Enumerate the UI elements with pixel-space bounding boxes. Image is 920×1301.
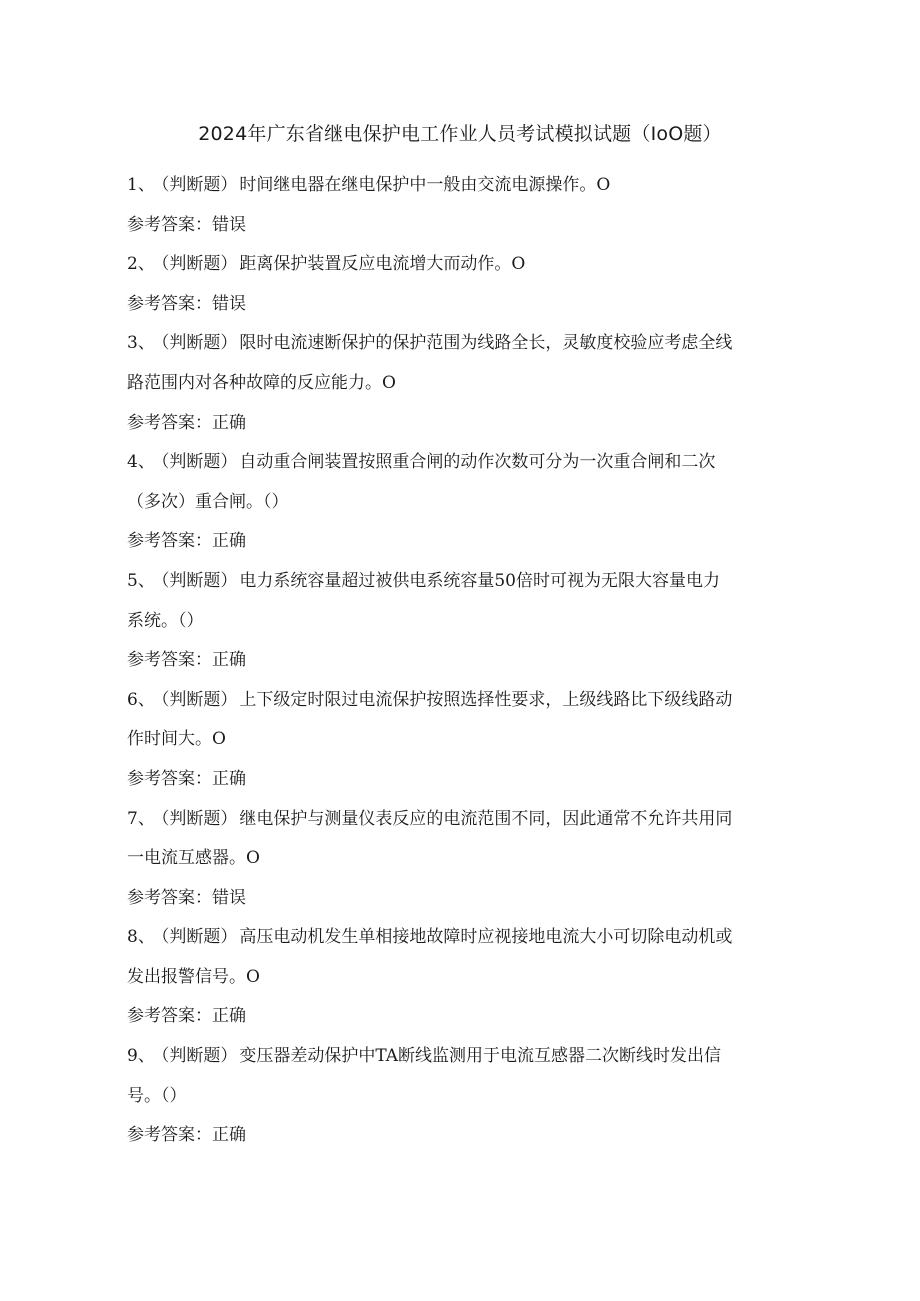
question-line	[127, 800, 792, 840]
question-text: 变压器差动保护中TA断线监测用于电流互感器二次断线时发出信	[239, 1046, 722, 1067]
question-text: 电力系统容量超过被供电系统容量50倍时可视为无限大容量电力	[239, 570, 720, 591]
answer-label: 参考答案：	[127, 1006, 212, 1027]
question-item	[127, 245, 792, 324]
question-continuation: 路范围内对各种故障的反应能力。O	[127, 372, 396, 393]
answer-label: 参考答案：	[127, 412, 212, 433]
answer-line	[127, 206, 792, 246]
question-continuation: 发出报警信号。O	[127, 966, 260, 987]
question-number: 9、	[127, 1046, 155, 1067]
answer-value: 正确	[212, 1006, 246, 1027]
question-continuation: 一电流互感器。O	[127, 848, 260, 869]
question-continuation: 号。（）	[127, 1085, 187, 1106]
answer-label: 参考答案：	[127, 1125, 212, 1146]
answer-label: 参考答案：	[127, 887, 212, 908]
question-item	[127, 800, 792, 919]
answer-label: 参考答案：	[127, 531, 212, 552]
answer-label: 参考答案：	[127, 768, 212, 789]
question-text: 继电保护与测量仪表反应的电流范围不同，因此通常不允许共用同	[239, 808, 733, 829]
question-number: 2、	[127, 254, 155, 275]
question-text: 时间继电器在继电保护中一般由交流电源操作。O	[239, 175, 611, 195]
answer-line	[127, 997, 792, 1037]
question-line	[127, 918, 792, 958]
question-type: （判断题）	[160, 254, 238, 275]
question-line	[127, 245, 792, 285]
question-type: （判断题）	[160, 570, 238, 591]
answer-label: 参考答案：	[127, 293, 212, 314]
question-line	[127, 562, 792, 602]
question-type: （判断题）	[160, 689, 238, 710]
answer-value: 正确	[212, 412, 246, 433]
question-number: 7、	[127, 808, 155, 829]
question-continuation: （多次）重合闸。（）	[127, 491, 289, 512]
question-item	[127, 166, 792, 245]
question-line	[127, 324, 792, 364]
question-type: （判断题）	[160, 1046, 238, 1067]
answer-line	[127, 879, 792, 919]
question-item	[127, 562, 792, 681]
answer-line	[127, 522, 792, 562]
answer-value: 正确	[212, 1125, 246, 1146]
question-number: 4、	[127, 452, 155, 473]
question-number: 3、	[127, 333, 155, 354]
question-continuation: 作时间大。O	[127, 729, 226, 750]
question-line	[127, 443, 792, 483]
question-number: 8、	[127, 927, 155, 948]
question-text: 上下级定时限过电流保护按照选择性要求，上级线路比下级线路动	[239, 689, 733, 710]
answer-label: 参考答案：	[127, 214, 212, 235]
question-item	[127, 324, 792, 443]
question-number: 6、	[127, 689, 155, 710]
question-item	[127, 918, 792, 1037]
question-text: 距离保护装置反应电流增大而动作。O	[239, 254, 526, 275]
question-type: （判断题）	[160, 175, 238, 195]
question-type: （判断题）	[160, 333, 238, 354]
question-item	[127, 681, 792, 800]
question-list	[127, 166, 792, 1156]
question-type: （判断题）	[160, 927, 238, 948]
answer-line	[127, 285, 792, 325]
question-type: （判断题）	[160, 808, 238, 829]
question-continuation: 系统。（）	[127, 610, 204, 631]
question-line	[127, 166, 792, 206]
question-line	[127, 1037, 792, 1077]
question-text: 限时电流速断保护的保护范围为线路全长，灵敏度校验应考虑全线	[239, 333, 733, 354]
answer-line	[127, 1116, 792, 1156]
question-item	[127, 443, 792, 562]
answer-line	[127, 404, 792, 444]
question-number: 5、	[127, 570, 155, 591]
answer-value: 正确	[212, 531, 246, 552]
question-text: 高压电动机发生单相接地故障时应视接地电流大小可切除电动机或	[239, 927, 733, 948]
question-text: 自动重合闸装置按照重合闸的动作次数可分为一次重合闸和二次	[239, 452, 716, 473]
answer-value: 错误	[212, 293, 246, 314]
question-type: （判断题）	[160, 452, 238, 473]
answer-label: 参考答案：	[127, 650, 212, 671]
document-title: 2024年广东省继电保护电工作业人员考试模拟试题（IoO题）	[198, 123, 722, 145]
answer-value: 错误	[212, 214, 246, 235]
answer-value: 正确	[212, 650, 246, 671]
question-item	[127, 1037, 792, 1156]
answer-line	[127, 641, 792, 681]
answer-line	[127, 760, 792, 800]
answer-value: 错误	[212, 887, 246, 908]
answer-value: 正确	[212, 768, 246, 789]
question-line	[127, 681, 792, 721]
question-number: 1、	[127, 175, 155, 195]
